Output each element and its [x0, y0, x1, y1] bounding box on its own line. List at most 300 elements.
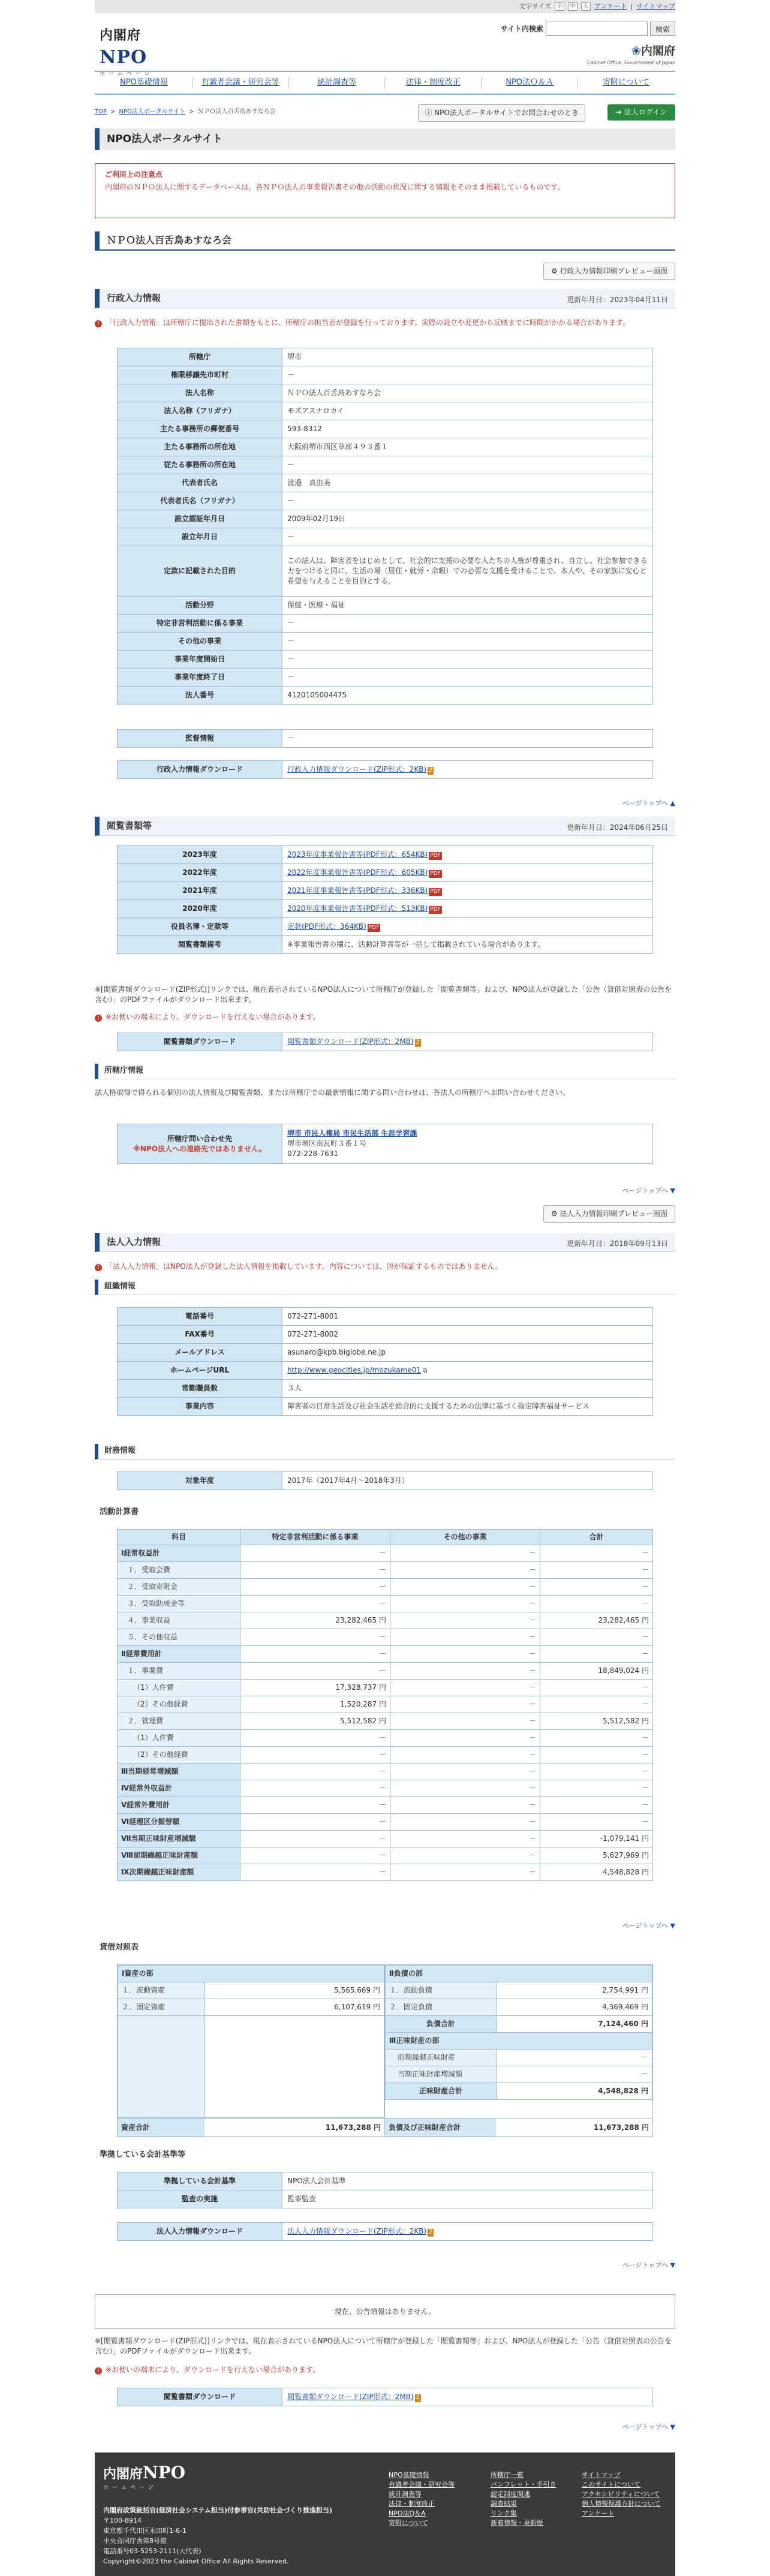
activity-value-b: －: [390, 1612, 540, 1629]
admin-info-row: [118, 384, 653, 402]
activity-value-b: －: [390, 1730, 540, 1747]
alert-icon: !: [95, 1264, 102, 1271]
admin-info-value: 4120105004475: [282, 687, 653, 705]
footer-link[interactable]: 新着情報・更新歴: [491, 2518, 543, 2527]
zip-icon: Z: [429, 768, 433, 774]
activity-item: Ⅲ当期経常増減額: [118, 1764, 240, 1780]
footer-link[interactable]: アンケート: [582, 2509, 615, 2517]
admin-info-heading: 行政入力情報: [95, 289, 675, 308]
activity-item: Ⅶ当期正味財産増減額: [118, 1831, 240, 1847]
footer-link[interactable]: このサイトについて: [582, 2480, 641, 2488]
admin-info-label: 定款に記載された目的: [118, 546, 282, 597]
activity-value-a: －: [240, 1797, 390, 1814]
admin-info-row: [118, 528, 653, 546]
activity-value-a: －: [240, 1545, 390, 1562]
admin-info-row: [118, 456, 653, 474]
docs-download-link-bottom[interactable]: 閲覧書類ダウンロード(ZIP形式：2MB): [287, 2393, 414, 2402]
search-button[interactable]: 検索: [650, 22, 675, 36]
admin-info-label: 主たる事務所の郵便番号: [118, 420, 282, 438]
activity-value-a: －: [240, 1864, 390, 1881]
activity-row: [118, 1831, 653, 1847]
docs-warning-bottom: ! ※お使いの端末により、ダウンロードを行えない場合があります。: [95, 2365, 675, 2375]
activity-value-b: －: [390, 1780, 540, 1797]
docs-articles-label: 役員名簿・定款等: [118, 918, 282, 936]
activity-value-a: 23,282,465 円: [240, 1612, 390, 1629]
alert-icon: !: [95, 320, 102, 327]
activity-row: [118, 1663, 653, 1680]
activity-value-c: －: [540, 1629, 653, 1646]
gear-icon: ⚙: [551, 267, 560, 275]
activity-row: [118, 1797, 653, 1814]
admin-info-value: －: [282, 528, 653, 546]
activity-value-b: －: [390, 1545, 540, 1562]
nav-item-donation[interactable]: 寄附について: [603, 77, 649, 87]
activity-statement-table: [117, 1529, 653, 1881]
fixed-liabilities-label: ２．固定負債: [386, 1999, 497, 2016]
footer-dept: 内閣府政策統括官(経済社会システム担当)付参事官(共助社会づくり推進担当): [103, 2506, 333, 2514]
activity-value-c: －: [540, 1764, 653, 1780]
supervision-label: 監督情報: [118, 730, 282, 748]
homepage-label: ホームページURL: [118, 1362, 282, 1380]
admin-info-value: モズアスナロカイ: [282, 402, 653, 420]
docs-remarks-value: ※事業報告書の欄に、活動計算書等が一括して掲載されている場合があります。: [282, 936, 653, 954]
admin-download-link[interactable]: 行政入力情報ダウンロード(ZIP形式：2KB): [287, 765, 427, 774]
activity-item: Ⅳ経常外収益計: [118, 1780, 240, 1797]
external-link-icon: ⧉: [421, 1368, 428, 1374]
admin-info-label: 代表者氏名（フリガナ）: [118, 492, 282, 510]
footer-address: 東京都千代田区永田町1-6-1: [103, 2527, 187, 2535]
pdf-icon: PDF: [430, 907, 441, 913]
admin-info-row: [118, 402, 653, 420]
activity-value-c: 18,849,024 円: [540, 1663, 653, 1680]
zip-icon: Z: [429, 2229, 433, 2236]
activity-value-a: －: [240, 1629, 390, 1646]
page-top-link[interactable]: ページトップへ ▼: [622, 1187, 675, 1194]
nav-item-council[interactable]: 有識者会議・研究会等: [201, 77, 279, 87]
npo-home-logo[interactable]: 内閣府NPO ホームページ: [100, 28, 154, 77]
docs-download-label: 閲覧書類ダウンロード: [118, 1033, 282, 1051]
admin-info-value: －: [282, 651, 653, 669]
docs-download-label-bottom: 閲覧書類ダウンロード: [118, 2388, 282, 2406]
activity-row: [118, 1562, 653, 1579]
docs-table: [117, 845, 653, 954]
admin-updated-date: 更新年月日：2023年04月11日: [566, 296, 668, 304]
search-label: サイト内検索: [500, 24, 543, 33]
fixed-assets-label: ２．固定資産: [118, 1999, 205, 2016]
activity-value-c: －: [540, 1579, 653, 1596]
activity-row: [118, 1814, 653, 1831]
docs-warning: ! ※お使いの端末により、ダウンロードを行えない場合があります。: [95, 1012, 675, 1022]
authority-phone: 072-228-7631: [287, 1149, 339, 1158]
admin-download-label: 行政入力情報ダウンロード: [118, 761, 282, 779]
admin-warning: ! 「行政入力情報」は所轄庁に提出された書類をもとに、所轄庁の担当者が登録を行っております。実際の設立や変更から反映までに時間がかかる場合があります。: [95, 318, 675, 342]
activity-value-c: 23,282,465 円: [540, 1612, 653, 1629]
fixed-assets-value: 6,107,619 円: [205, 1999, 384, 2016]
page-title: NPO法人ポータルサイト: [95, 128, 675, 150]
admin-info-value: 2009年02月19日: [282, 510, 653, 528]
footer-link[interactable]: 個人情報保護方針について: [582, 2499, 661, 2508]
docs-year-label: 2021年度: [118, 882, 282, 900]
activity-value-c: －: [540, 1696, 653, 1713]
admin-info-row: [118, 438, 653, 456]
current-assets-value: 5,565,669 円: [205, 1982, 384, 1999]
activity-value-c: －: [540, 1730, 653, 1747]
activity-value-b: －: [390, 1629, 540, 1646]
corp-info-heading: 法人入力情報: [95, 1233, 675, 1252]
total-equity-label: 正味財産合計: [386, 2083, 497, 2100]
homepage-link[interactable]: http://www.geocities.jp/mozukame01: [287, 1366, 422, 1374]
activity-row: [118, 1579, 653, 1596]
activity-value-b: －: [390, 1764, 540, 1780]
activity-item: １．受取会費: [118, 1562, 240, 1579]
footer-link[interactable]: NPO法Q＆A: [389, 2509, 426, 2517]
activity-item: （2）その他経費: [118, 1747, 240, 1764]
activity-item: ５．その他収益: [118, 1629, 240, 1646]
activity-value-b: －: [390, 1646, 540, 1663]
footer-logo[interactable]: 内閣府NPO ホームページ: [103, 2463, 186, 2491]
activity-row: [118, 1764, 653, 1780]
admin-info-value: －: [282, 669, 653, 687]
activity-value-b: －: [390, 1864, 540, 1881]
nav-item-law[interactable]: 法律・制度改正: [405, 77, 461, 87]
docs-link-2022[interactable]: 2022年度事業報告書等(PDF形式：605KB): [287, 868, 428, 877]
activity-value-a: －: [240, 1764, 390, 1780]
footer-link[interactable]: 調査結果: [491, 2499, 517, 2508]
activity-item: ４．事業収益: [118, 1612, 240, 1629]
page-top-link[interactable]: ページトップへ ▲: [622, 799, 675, 807]
breadcrumb-current: ＮＰＯ法人百舌鳥あすなろ会: [197, 109, 276, 115]
activity-statement-heading: 活動計算書: [100, 1507, 139, 1516]
liabilities-heading: Ⅱ負債の部: [386, 1966, 652, 1982]
activity-row: [118, 1545, 653, 1562]
activity-row: [118, 1596, 653, 1612]
activity-value-b: －: [390, 1831, 540, 1847]
corp-download-label: 法人入力情報ダウンロード: [118, 2223, 282, 2241]
docs-link-2023[interactable]: 2023年度事業報告書等(PDF形式：654KB): [287, 850, 428, 859]
docs-link-2021[interactable]: 2021年度事業報告書等(PDF形式：336KB): [287, 886, 428, 895]
docs-updated-date: 更新年月日：2024年06月25日: [566, 823, 668, 832]
admin-info-value: 593-8312: [282, 420, 653, 438]
total-liabilities-label: 負債合計: [386, 2016, 497, 2033]
admin-info-row: [118, 492, 653, 510]
fixed-liabilities-value: 4,369,469 円: [497, 1999, 652, 2016]
activity-row: [118, 1680, 653, 1696]
total-assets-label: 資産合計: [121, 2123, 151, 2132]
page-top-link[interactable]: ページトップへ ▼: [622, 2261, 675, 2269]
corp-download-link[interactable]: 法人入力情報ダウンロード(ZIP形式：2KB): [287, 2227, 427, 2236]
footer-links-col1: [389, 2470, 455, 2528]
admin-info-value: 渡邉 真由美: [282, 474, 653, 492]
activity-value-b: －: [390, 1713, 540, 1730]
usage-notice: ご利用上の注意点 内閣府のＮＰＯ法人に関するデータベースは、各ＮＰＯ法人の事業報告書その他の活動の状況に関する情報をそのまま掲載しているものです。: [95, 163, 675, 218]
activity-value-a: －: [240, 1831, 390, 1847]
total-liab-equity-label: 負債及び正味財産合計: [389, 2123, 461, 2132]
admin-print-preview-button[interactable]: ⚙ 行政入力情報印刷プレビュー画面: [543, 263, 675, 280]
activity-value-b: －: [390, 1663, 540, 1680]
activity-value-c: －: [540, 1797, 653, 1814]
footer-building: 中央合同庁舎第8号館: [103, 2537, 167, 2545]
balance-sheet: [117, 1964, 653, 2137]
total-liab-equity-value: 11,673,288 円: [496, 2118, 652, 2136]
alert-icon: !: [95, 2367, 102, 2375]
docs-link-2020[interactable]: 2020年度事業報告書等(PDF形式：513KB): [287, 904, 428, 913]
sitemap-link[interactable]: サイトマップ: [636, 2, 675, 10]
assets-heading: Ⅰ資産の部: [118, 1966, 384, 1982]
top-utility-bar: 文字サイズ 小 中 大 アンケート | サイトマップ: [95, 0, 675, 13]
activity-value-c: －: [540, 1747, 653, 1764]
info-icon: ⓘ: [425, 109, 435, 117]
docs-note-bottom: ※[閲覧書類ダウンロード(ZIP形式)]リンクでは、現在表示されているNPO法人について所轄庁が登録した「閲覧書類等」および、NPO法人が登録した「公告（貸借対照表の公告を含む）」のPDFファイルがダウンロード出来ます。: [95, 2337, 672, 2355]
admin-info-row: [118, 651, 653, 669]
admin-info-label: 法人番号: [118, 687, 282, 705]
admin-info-row: [118, 474, 653, 492]
email-value: asunaro@kpb.biglobe.ne.jp: [282, 1344, 653, 1362]
activity-row: [118, 1696, 653, 1713]
activity-value-a: －: [240, 1814, 390, 1831]
activity-value-a: －: [240, 1780, 390, 1797]
activity-row: [118, 1612, 653, 1629]
audit-label: 監査の実施: [118, 2190, 282, 2208]
corp-print-preview-button[interactable]: ⚙ 法人入力情報印刷プレビュー画面: [543, 1205, 675, 1223]
admin-info-label: 事業年度終了日: [118, 669, 282, 687]
footer-link[interactable]: アクセシビリティについて: [582, 2490, 660, 2498]
activity-value-a: －: [240, 1663, 390, 1680]
activity-value-c: -1,079,141 円: [540, 1831, 653, 1847]
admin-info-row: [118, 687, 653, 705]
pdf-icon: PDF: [368, 925, 380, 931]
font-size-small-button[interactable]: 小: [555, 2, 564, 11]
inquiry-button[interactable]: ⓘ NPO法人ポータルサイトでお問合わせのとき: [418, 104, 585, 122]
authority-address: 堺市堺区南瓦町３番１号: [287, 1139, 367, 1148]
login-icon: ➔: [615, 108, 624, 116]
finance-heading: 財務情報: [95, 1444, 675, 1459]
period-label: 対象年度: [118, 1472, 282, 1490]
footer-link[interactable]: 所轄庁一覧: [491, 2471, 524, 2479]
nav-item-qa[interactable]: NPO法Ｑ＆Ａ: [506, 77, 554, 87]
activity-row: [118, 1713, 653, 1730]
admin-info-row: [118, 597, 653, 615]
admin-info-label: 主たる事務所の所在地: [118, 438, 282, 456]
authority-text: 法人格取得で得られる個別の法人情報及び閲覧書類、または所轄庁での最新情報に関する問い合わせは、各法人の所轄庁へお問い合わせください。: [95, 1088, 570, 1097]
activity-item: （2）その他経費: [118, 1696, 240, 1713]
footer-link[interactable]: 有識者会議・研究会等: [389, 2480, 455, 2488]
activity-value-b: －: [390, 1562, 540, 1579]
alert-icon: !: [95, 1015, 102, 1022]
phone-value: 072-271-8001: [282, 1308, 653, 1326]
activity-item: Ⅸ次期繰越正味財産額: [118, 1864, 240, 1881]
activity-item: Ⅱ経常費用計: [118, 1646, 240, 1663]
admin-info-row: [118, 348, 653, 366]
admin-info-row: [118, 633, 653, 651]
breadcrumb: TOP > NPO法人ポータルサイト > ＮＰＯ法人百舌鳥あすなろ会: [95, 109, 276, 115]
total-equity-value: 4,548,828 円: [497, 2083, 652, 2100]
pdf-icon: PDF: [430, 889, 441, 895]
activity-value-a: －: [240, 1730, 390, 1747]
breadcrumb-portal[interactable]: NPO法人ポータルサイト: [119, 109, 186, 115]
period-value: 2017年（2017年4月〜2018年3月）: [282, 1472, 653, 1490]
admin-info-label: その他の事業: [118, 633, 282, 651]
activity-value-c: 5,512,582 円: [540, 1713, 653, 1730]
authority-contact-label: 所轄庁問い合わせ先 ※NPO法人への連絡先ではありません。: [118, 1124, 282, 1164]
equity-change-label: 当期正味財産増減額: [386, 2066, 497, 2083]
col-header-total: 合計: [540, 1530, 653, 1545]
admin-info-row: [118, 615, 653, 633]
docs-remarks-label: 閲覧書類備考: [118, 936, 282, 954]
admin-info-label: 特定非営利活動に係る事業: [118, 615, 282, 633]
site-footer: [95, 2452, 675, 2576]
admin-info-table: [117, 348, 653, 705]
footer-link[interactable]: パンフレット・手引き: [491, 2480, 557, 2488]
equity-change-value: －: [497, 2066, 652, 2083]
activity-value-c: －: [540, 1646, 653, 1663]
admin-info-row: [118, 669, 653, 687]
corp-login-button[interactable]: ➔ 法人ログイン: [607, 104, 675, 121]
cao-emblem-icon: ❀: [631, 44, 641, 58]
admin-info-value: －: [282, 633, 653, 651]
authority-link[interactable]: 堺市 市民人権局 市民生活部 生涯学習課: [287, 1129, 417, 1138]
footer-link[interactable]: 寄附について: [389, 2518, 428, 2527]
accounting-standard-label: 準拠している会計基準: [118, 2172, 282, 2190]
activity-value-c: －: [540, 1814, 653, 1831]
activity-value-a: －: [240, 1579, 390, 1596]
activity-row: [118, 1847, 653, 1864]
survey-link[interactable]: アンケート: [594, 2, 627, 10]
accounting-standard-value: NPO法人会計基準: [282, 2172, 653, 2190]
activity-value-c: －: [540, 1780, 653, 1797]
fax-label: FAX番号: [118, 1326, 282, 1344]
footer-links-col3: [582, 2470, 661, 2518]
col-header-other: その他の事業: [390, 1530, 540, 1545]
zip-icon: Z: [416, 1040, 420, 1046]
activity-value-b: －: [390, 1814, 540, 1831]
equity-heading: Ⅲ正味財産の部: [386, 2033, 652, 2050]
docs-note: ※[閲覧書類ダウンロード(ZIP形式)]リンクでは、現在表示されているNPO法人について所轄庁が登録した「閲覧書類等」および、NPO法人が登録した「公告（貸借対照表の公告を含む）」のPDFファイルがダウンロード出来ます。: [95, 985, 672, 1004]
footer-link[interactable]: 認定制度関連: [491, 2490, 530, 2498]
footer-link[interactable]: 法律・制度改正: [389, 2499, 435, 2508]
staff-label: 常勤職員数: [118, 1380, 282, 1398]
breadcrumb-top[interactable]: TOP: [95, 109, 107, 115]
admin-info-label: 権限移譲先市町村: [118, 366, 282, 384]
activity-item: ２．受取寄附金: [118, 1579, 240, 1596]
admin-info-value: －: [282, 615, 653, 633]
admin-info-value: ＮＰＯ法人百舌鳥あすなろ会: [282, 384, 653, 402]
current-liabilities-value: 2,754,991 円: [497, 1982, 652, 1999]
admin-info-value: 保健・医療・福祉: [282, 597, 653, 615]
activity-value-a: －: [240, 1596, 390, 1612]
balance-sheet-heading: 貸借対照表: [100, 1943, 139, 1952]
font-size-mid-button[interactable]: 中: [568, 2, 578, 11]
activity-item: （1）人件費: [118, 1680, 240, 1696]
current-assets-label: １．流動資産: [118, 1982, 205, 1999]
footer-link[interactable]: 統計調査等: [389, 2490, 422, 2498]
gear-icon: ⚙: [551, 1209, 560, 1218]
docs-year-label: 2020年度: [118, 900, 282, 918]
nav-item-stats[interactable]: 統計調査等: [317, 77, 357, 87]
accounting-heading: 準拠している会計基準等: [100, 2150, 186, 2159]
docs-link-articles[interactable]: 定款(PDF形式：364KB): [287, 922, 366, 931]
staff-value: ３人: [282, 1380, 653, 1398]
activity-value-c: 5,627,969 円: [540, 1847, 653, 1864]
activity-row: [118, 1646, 653, 1663]
admin-info-label: 法人名称: [118, 384, 282, 402]
global-nav: [95, 71, 675, 95]
corp-warning: ! 「法人入力情報」はNPO法人が登録した法人情報を掲載しています。内容については、国が保証するものではありません。: [95, 1262, 675, 1272]
activity-value-b: －: [390, 1747, 540, 1764]
site-search: [501, 22, 675, 36]
activity-row: [118, 1730, 653, 1747]
admin-info-row: [118, 546, 653, 597]
activity-value-a: 17,328,737 円: [240, 1680, 390, 1696]
activity-item: Ⅵ経理区分振替額: [118, 1814, 240, 1831]
activity-item: ３．受取助成金等: [118, 1596, 240, 1612]
nav-item-basic[interactable]: NPO基礎情報: [120, 77, 168, 87]
docs-download-link[interactable]: 閲覧書類ダウンロード(ZIP形式：2MB): [287, 1037, 414, 1046]
col-header-item: 科目: [118, 1530, 240, 1545]
current-liabilities-label: １．流動負債: [386, 1982, 497, 1999]
activity-value-a: －: [240, 1646, 390, 1663]
font-size-label: 文字サイズ: [519, 2, 552, 10]
org-name-heading: ＮＰＯ法人百舌鳥あすなろ会: [95, 231, 675, 251]
page-top-link[interactable]: ページトップへ ▼: [622, 1922, 675, 1930]
activity-value-c: －: [540, 1680, 653, 1696]
corp-updated-date: 更新年月日：2018年09月13日: [566, 1239, 668, 1248]
page-top-link[interactable]: ページトップへ ▼: [622, 2423, 675, 2431]
org-info-table: [117, 1307, 653, 1416]
total-assets-value: 11,673,288 円: [204, 2118, 384, 2136]
admin-info-value: －: [282, 366, 653, 384]
pdf-icon: PDF: [430, 871, 441, 877]
col-header-npo: 特定非営利活動に係る事業: [240, 1530, 390, 1545]
pdf-icon: PDF: [430, 853, 441, 859]
footer-link[interactable]: NPO基礎情報: [389, 2471, 429, 2479]
activity-value-c: －: [540, 1545, 653, 1562]
search-input[interactable]: [546, 22, 648, 36]
footer-link[interactable]: リンク集: [491, 2509, 517, 2517]
activity-item: Ⅴ経常外費用計: [118, 1797, 240, 1814]
activity-value-c: －: [540, 1596, 653, 1612]
prev-equity-label: 前期繰越正味財産: [386, 2050, 497, 2066]
activity-value-a: 1,520,287 円: [240, 1696, 390, 1713]
admin-info-value: この法人は、障害者をはじめとして、社会的に支援の必要な人たちの人権が尊重され、自立し、社会参加できる力をつけると同に、生活の場（居住・就労・余暇）での必要な支援を受けることで、本人や、その家族に安心と希望を与えることを目的とする。: [282, 546, 653, 597]
font-size-large-button[interactable]: 大: [581, 2, 591, 11]
footer-link[interactable]: サイトマップ: [582, 2471, 621, 2479]
activity-item: （1）人件費: [118, 1730, 240, 1747]
admin-info-row: [118, 366, 653, 384]
activity-row: [118, 1780, 653, 1797]
activity-value-b: －: [390, 1847, 540, 1864]
audit-value: 監事監査: [282, 2190, 653, 2208]
activity-row: [118, 1864, 653, 1881]
activity-value-b: －: [390, 1680, 540, 1696]
admin-info-row: [118, 420, 653, 438]
activity-value-b: －: [390, 1596, 540, 1612]
admin-info-label: 所轄庁: [118, 348, 282, 366]
activity-item: １．事業費: [118, 1663, 240, 1680]
admin-info-label: 代表者氏名: [118, 474, 282, 492]
admin-info-value: －: [282, 456, 653, 474]
business-value: 障害者の日常生活及び社会生活を総合的に支援するための法律に基づく指定障害福祉サービス: [282, 1398, 653, 1416]
cabinet-office-logo[interactable]: ❀内閣府 Cabinet Office, Government of Japan: [587, 44, 675, 65]
org-info-heading: 組織情報: [95, 1280, 675, 1295]
admin-info-value: 堺市: [282, 348, 653, 366]
admin-info-value: －: [282, 492, 653, 510]
activity-item: Ⅰ経常収益計: [118, 1545, 240, 1562]
admin-info-row: [118, 510, 653, 528]
activity-value-b: －: [390, 1696, 540, 1713]
admin-info-label: 事業年度開始日: [118, 651, 282, 669]
admin-info-label: 法人名称（フリガナ）: [118, 402, 282, 420]
supervision-value: －: [282, 730, 653, 748]
